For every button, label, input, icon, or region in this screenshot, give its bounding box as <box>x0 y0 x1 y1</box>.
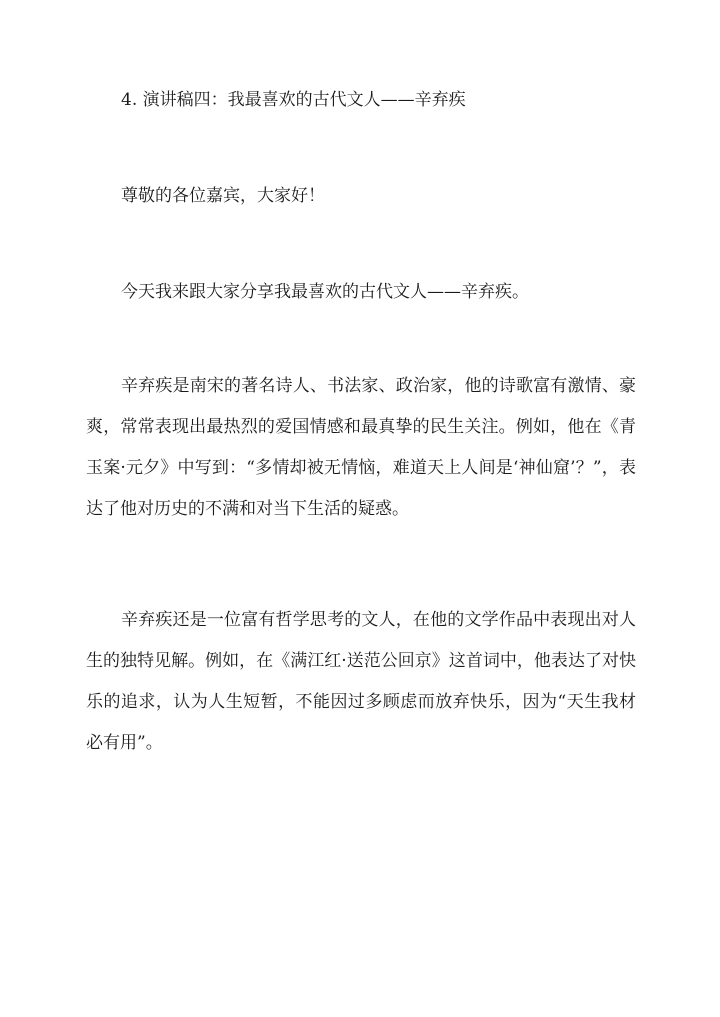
body-paragraph-philosophy: 辛弃疾还是一位富有哲学思考的文人，在他的文学作品中表现出对人生的独特见解。例如，在《满江红·送范公回京》这首词中，他表达了对快乐的追求，认为人生短暂，不能因过多顾虑而放弃快乐，因为“天生我材必有用”。 <box>86 610 636 753</box>
section-heading: 4. 演讲稿四：我最喜欢的古代文人——辛弃疾 <box>121 90 466 110</box>
intro-paragraph: 今天我来跟大家分享我最喜欢的古代文人——辛弃疾。 <box>121 282 529 302</box>
body-paragraph-poetry: 辛弃疾是南宋的著名诗人、书法家、政治家，他的诗歌富有激情、豪爽，常常表现出最热烈的爱国情感和最真挚的民生关注。例如，他在《青玉案·元夕》中写到：“多情却被无情恼，难道天上人间是‘神仙窟’？”，表达了他对历史的不满和对当下生活的疑惑。 <box>86 376 636 519</box>
greeting-paragraph: 尊敬的各位嘉宾，大家好！ <box>121 186 325 206</box>
